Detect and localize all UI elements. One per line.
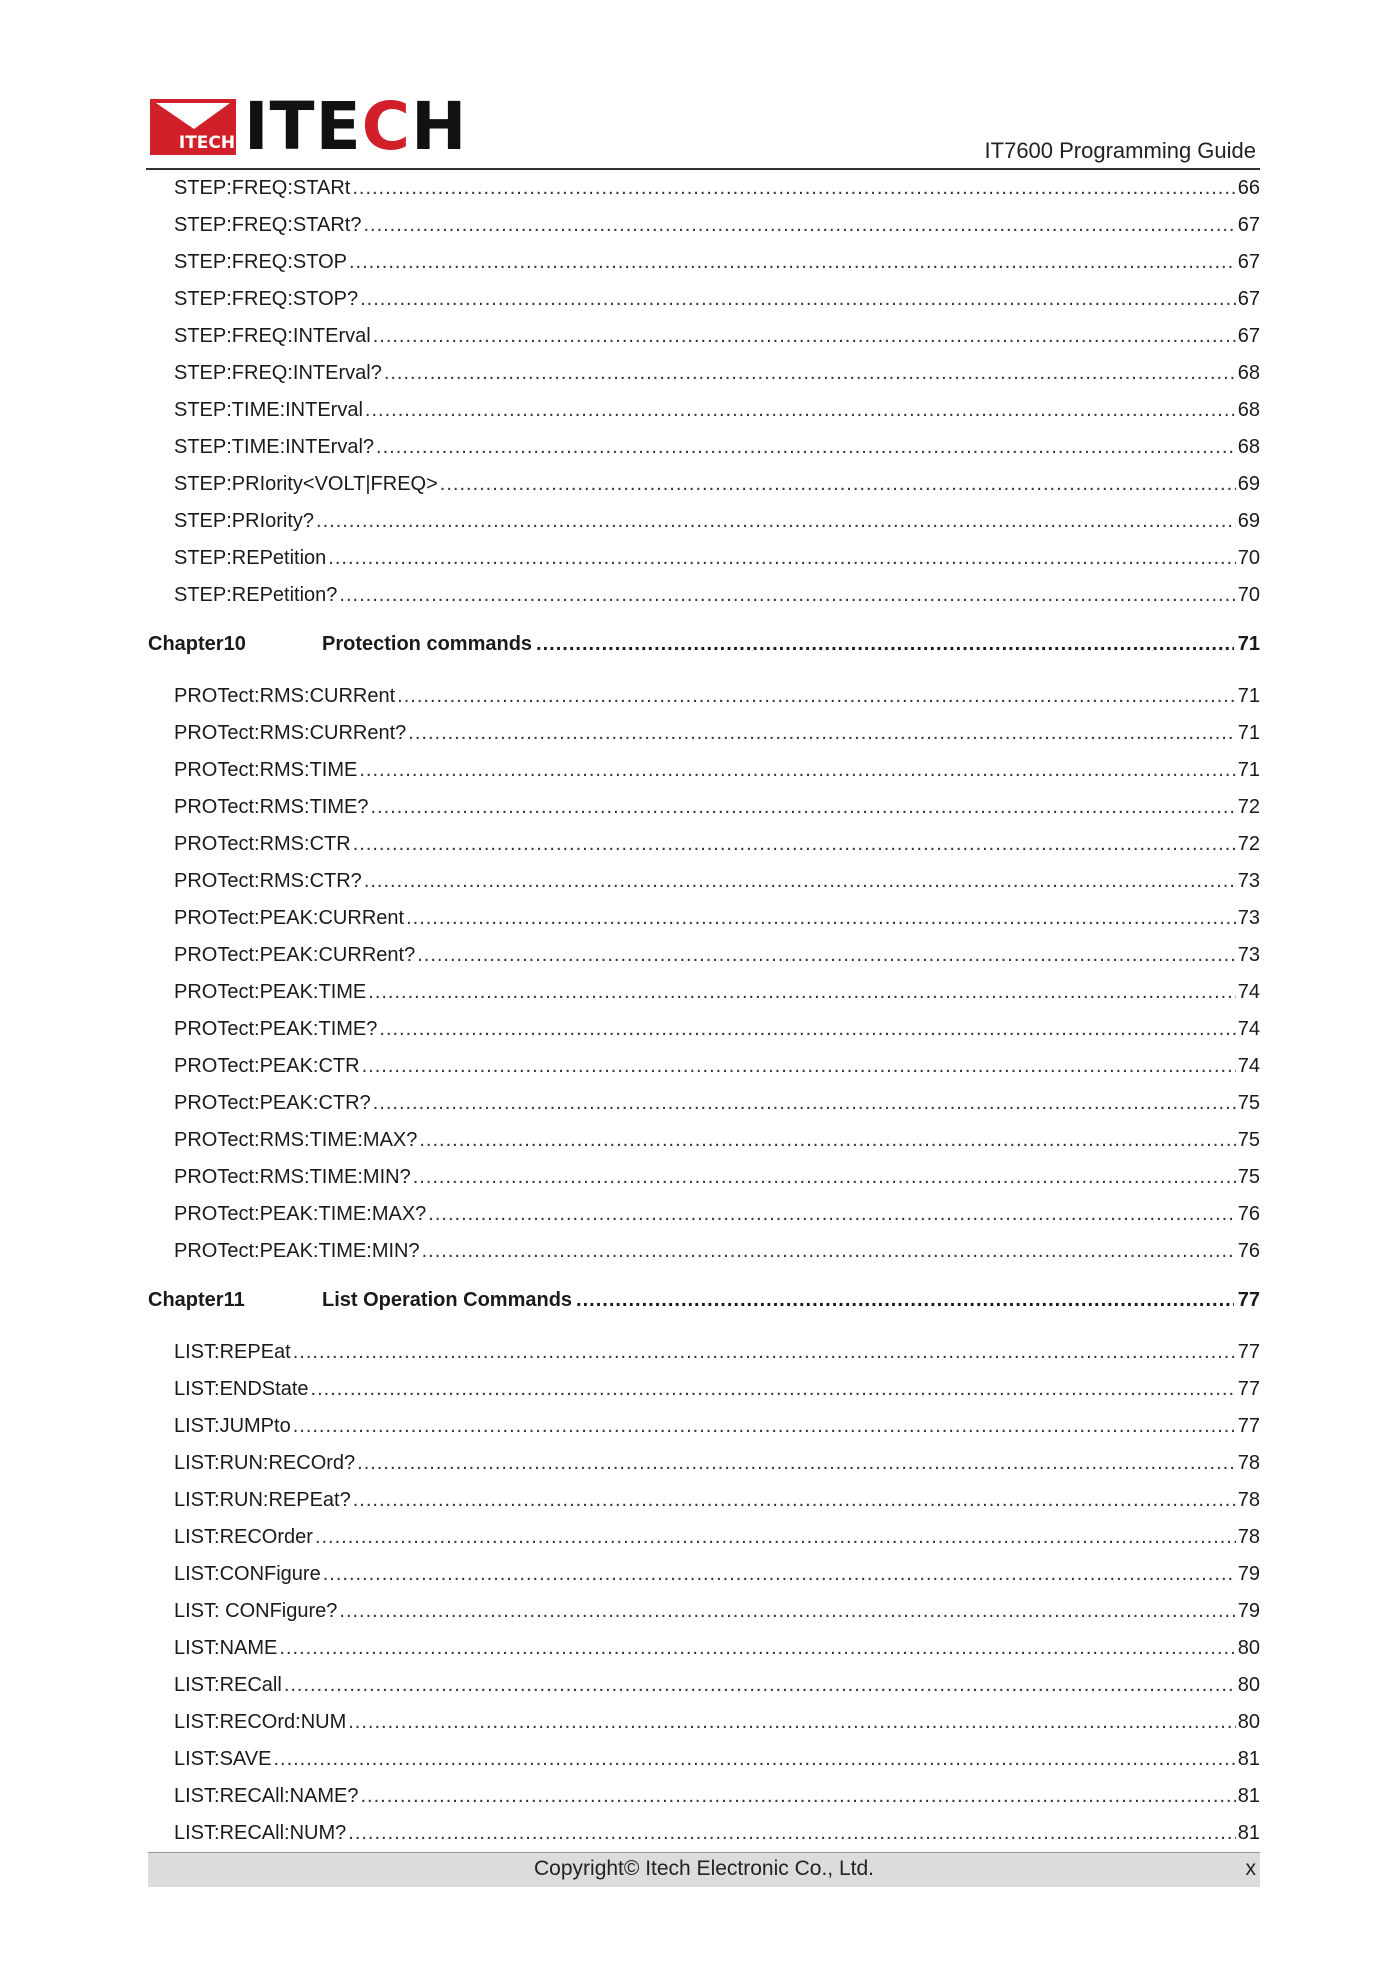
toc-entry[interactable]: LIST:ENDState ..... 77 xyxy=(148,1371,1260,1408)
toc-entry[interactable]: PROTect:PEAK:CURRent? ..... 73 xyxy=(148,937,1260,974)
toc-entry[interactable]: STEP:REPetition? ..... 70 xyxy=(148,577,1260,614)
toc-entry[interactable]: LIST:RECAll:NAME? ..... 81 xyxy=(148,1778,1260,1815)
page-footer xyxy=(148,1852,1260,1887)
toc-entry[interactable]: STEP:TIME:INTErval ..... 68 xyxy=(148,392,1260,429)
toc-entry[interactable]: LIST:RUN:RECOrd? ..... 78 xyxy=(148,1445,1260,1482)
toc-entry[interactable]: LIST:RECAll:NUM? ..... 81 xyxy=(148,1815,1260,1852)
document-title: IT7600 Programming Guide xyxy=(984,138,1256,163)
toc-entry[interactable]: STEP:PRIority<VOLT|FREQ> ..... 69 xyxy=(148,466,1260,503)
logo-badge-icon xyxy=(150,99,236,155)
toc-entry[interactable]: PROTect:PEAK:CTR ..... 74 xyxy=(148,1048,1260,1085)
itech-logo xyxy=(150,88,468,165)
toc-entry[interactable]: PROTect:RMS:CURRent? ..... 71 xyxy=(148,715,1260,752)
toc-entry[interactable]: LIST: CONFigure? ..... 79 xyxy=(148,1593,1260,1630)
toc-entry[interactable]: PROTect:RMS:CURRent ..... 71 xyxy=(148,678,1260,715)
toc-entry[interactable]: STEP:TIME:INTErval? ..... 68 xyxy=(148,429,1260,466)
toc-entry[interactable]: PROTect:PEAK:CURRent ..... 73 xyxy=(148,900,1260,937)
toc-group-step xyxy=(148,170,1260,614)
toc-entry[interactable]: LIST:RECOrd:NUM ..... 80 xyxy=(148,1704,1260,1741)
toc-entry[interactable]: STEP:FREQ:STOP? ..... 67 xyxy=(148,281,1260,318)
toc-entry[interactable]: STEP:FREQ:INTErval ..... 67 xyxy=(148,318,1260,355)
toc-entry[interactable]: PROTect:PEAK:TIME:MIN? ..... 76 xyxy=(148,1233,1260,1270)
toc-entry[interactable]: STEP:FREQ:STARt? ..... 67 xyxy=(148,207,1260,244)
toc-entry[interactable]: PROTect:PEAK:TIME? ..... 74 xyxy=(148,1011,1260,1048)
toc-group-protect xyxy=(148,678,1260,1270)
toc-chapter-10[interactable]: Chapter10 Protection commands ..... 71 xyxy=(148,626,1260,662)
toc-entry[interactable]: PROTect:RMS:TIME ..... 71 xyxy=(148,752,1260,789)
toc-chapter-11[interactable]: Chapter11 List Operation Commands ..... 77 xyxy=(148,1282,1260,1318)
copyright-notice: Copyright© Itech Electronic Co., Ltd. xyxy=(534,1857,874,1880)
toc-entry[interactable]: STEP:PRIority? ..... 69 xyxy=(148,503,1260,540)
toc-entry[interactable]: PROTect:PEAK:CTR? ..... 75 xyxy=(148,1085,1260,1122)
toc-entry[interactable]: PROTect:RMS:TIME:MAX? ..... 75 xyxy=(148,1122,1260,1159)
toc-entry[interactable]: PROTect:PEAK:TIME ..... 74 xyxy=(148,974,1260,1011)
logo-badge-text: ITECH xyxy=(178,133,236,153)
toc-entry[interactable]: LIST:SAVE ..... 81 xyxy=(148,1741,1260,1778)
toc-entry[interactable]: LIST:REPEat ..... 77 xyxy=(148,1334,1260,1371)
toc-entry[interactable]: LIST:RECOrder ..... 78 xyxy=(148,1519,1260,1556)
toc-entry[interactable]: PROTect:RMS:TIME? ..... 72 xyxy=(148,789,1260,826)
toc-entry[interactable]: LIST:JUMPto ..... 77 xyxy=(148,1408,1260,1445)
toc-entry[interactable]: PROTect:RMS:TIME:MIN? ..... 75 xyxy=(148,1159,1260,1196)
page-header xyxy=(146,88,1260,170)
toc-entry[interactable]: STEP:FREQ:STARt ..... 66 xyxy=(148,170,1260,207)
toc-entry[interactable]: PROTect:RMS:CTR ..... 72 xyxy=(148,826,1260,863)
table-of-contents xyxy=(148,170,1260,1852)
toc-entry[interactable]: PROTect:RMS:CTR? ..... 73 xyxy=(148,863,1260,900)
logo-wordmark: ITECH xyxy=(244,88,468,165)
toc-entry[interactable]: LIST:RECall ..... 80 xyxy=(148,1667,1260,1704)
toc-entry[interactable]: STEP:FREQ:INTErval? ..... 68 xyxy=(148,355,1260,392)
toc-entry[interactable]: PROTect:PEAK:TIME:MAX? ..... 76 xyxy=(148,1196,1260,1233)
page-number: x xyxy=(1245,1857,1256,1880)
toc-group-list xyxy=(148,1334,1260,1852)
toc-entry[interactable]: LIST:RUN:REPEat? ..... 78 xyxy=(148,1482,1260,1519)
toc-entry[interactable]: STEP:REPetition ..... 70 xyxy=(148,540,1260,577)
toc-entry[interactable]: LIST:CONFigure ..... 79 xyxy=(148,1556,1260,1593)
toc-entry[interactable]: STEP:FREQ:STOP ..... 67 xyxy=(148,244,1260,281)
toc-entry[interactable]: LIST:NAME ..... 80 xyxy=(148,1630,1260,1667)
